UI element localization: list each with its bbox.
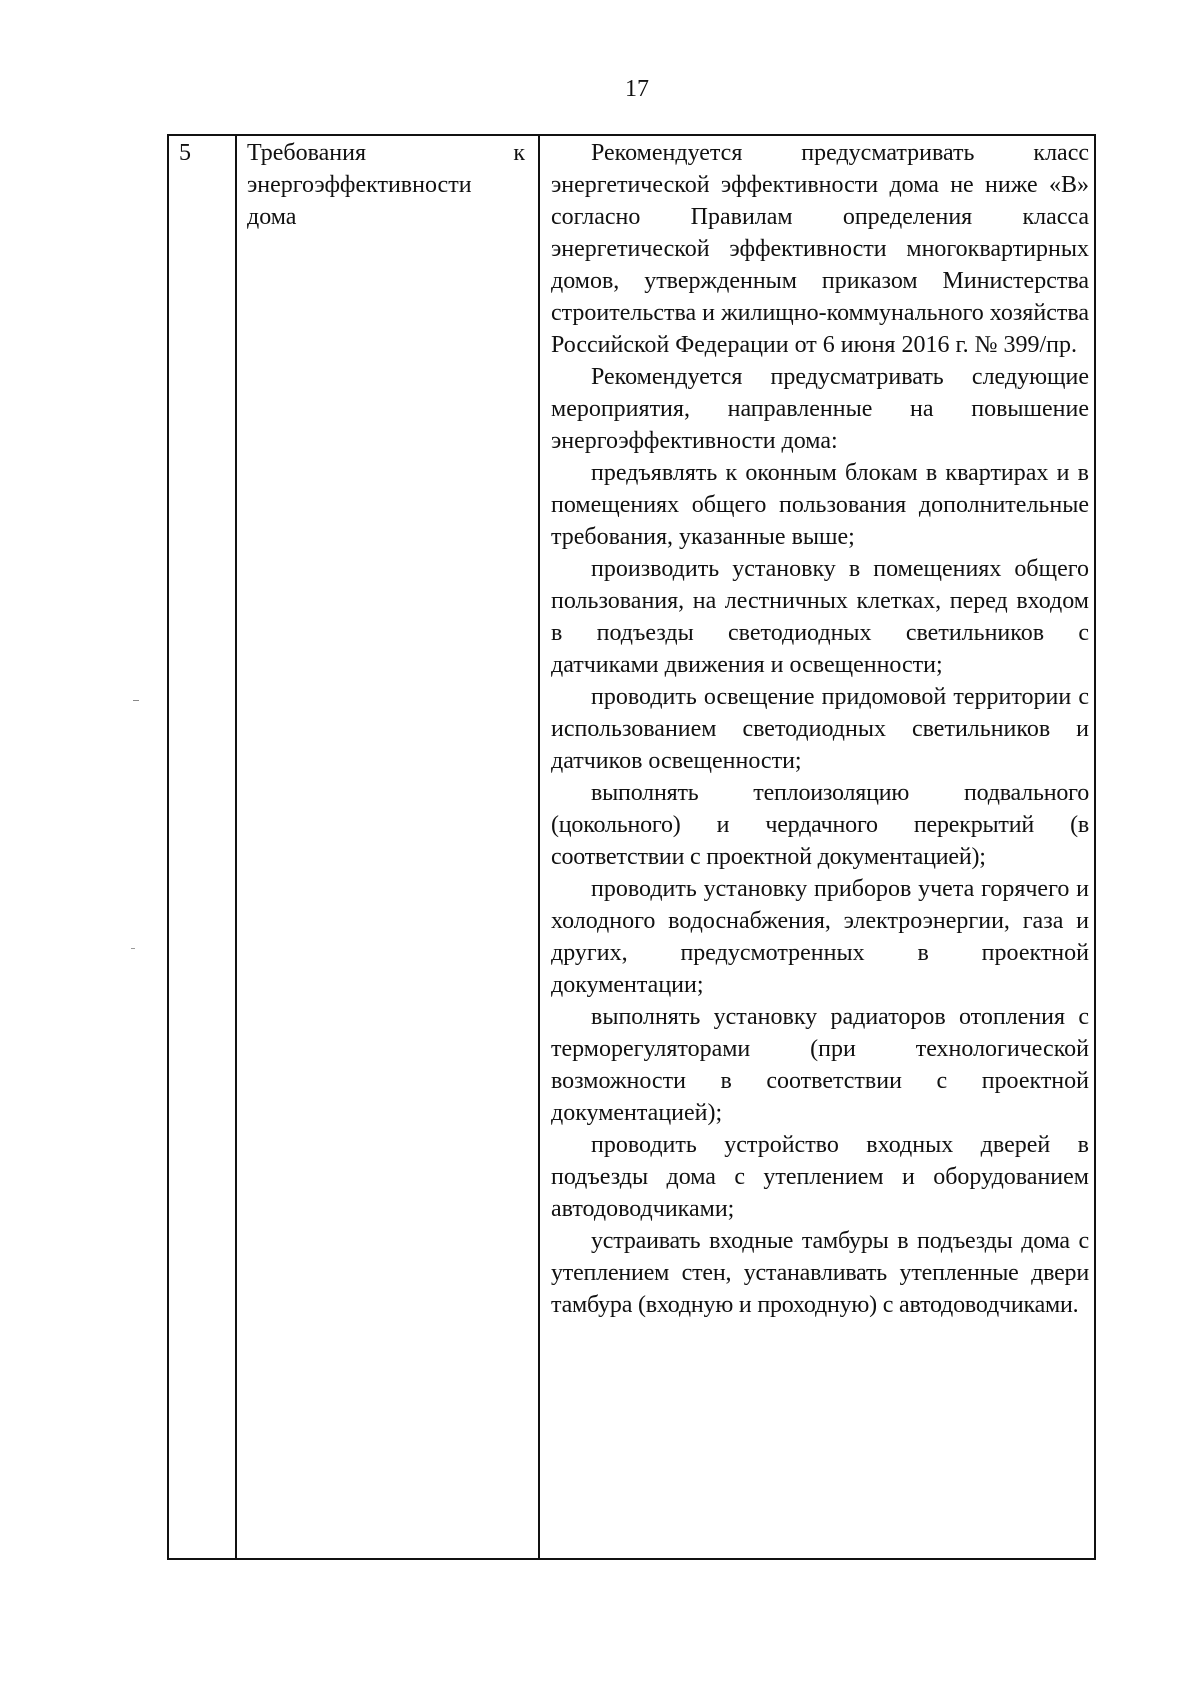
requirement-name xyxy=(247,137,525,233)
paragraph-window-blocks: предъявлять к оконным блокам в квартирах и в помещениях общего пользования дополнительные требования, указанные выше; xyxy=(551,460,1089,550)
paragraph-radiators: выполнять установку радиаторов отопления с терморегуляторами (при технологической возможности в соответствии с проектной документацией); xyxy=(551,1004,1089,1126)
row-number-column xyxy=(169,136,237,1558)
requirement-name-word: Требования xyxy=(247,140,367,166)
scan-mark xyxy=(133,700,139,701)
paragraph-yard-lighting: проводить освещение придомовой территории с использованием светодиодных светильников и датчиков освещенности; xyxy=(551,684,1089,774)
requirement-text-column xyxy=(540,136,1096,1558)
paragraph-meters: проводить установку приборов учета горячего и холодного водоснабжения, электроэнергии, газа и других, предусмотренных в проектной документации; xyxy=(551,876,1089,998)
paragraph-insulation: выполнять теплоизоляцию подвального (цокольного) и чердачного перекрытий (в соответствии с проектной документацией); xyxy=(551,780,1089,870)
requirement-name-line: дома xyxy=(247,204,297,230)
paragraph-energy-class: Рекомендуется предусматривать класс энергетической эффективности дома не ниже «В» согласно Правилам определения класса энергетической эффективности многоквартирных домов, утвержденным приказом Министерства строительства и жилищно-коммунального хозяйства Российской Федерации от 6 июня 2016 г. № 399/пр. xyxy=(551,140,1089,358)
row-number: 5 xyxy=(179,140,191,166)
requirement-name-line xyxy=(247,137,525,169)
paragraph-measures-intro: Рекомендуется предусматривать следующие мероприятия, направленные на повышение энергоэффективности дома: xyxy=(551,364,1089,454)
scan-mark xyxy=(131,948,135,949)
requirement-text xyxy=(551,137,1089,1321)
page-number: 17 xyxy=(625,76,649,102)
requirement-name-word: к xyxy=(513,140,525,166)
paragraph-vestibules: устраивать входные тамбуры в подъезды дома с утеплением стен, устанавливать утепленные двери тамбура (входную и проходную) с автодоводчиками. xyxy=(551,1228,1089,1318)
requirement-name-line: энергоэффективности xyxy=(247,172,472,198)
requirements-table xyxy=(167,134,1096,1560)
paragraph-led-lighting: производить установку в помещениях общего пользования, на лестничных клетках, перед входом в подъезды светодиодных светильников с датчиками движения и освещенности; xyxy=(551,556,1089,678)
requirement-name-column xyxy=(237,136,540,1558)
paragraph-entrance-doors: проводить устройство входных дверей в подъезды дома с утеплением и оборудованием автодоводчиками; xyxy=(551,1132,1089,1222)
